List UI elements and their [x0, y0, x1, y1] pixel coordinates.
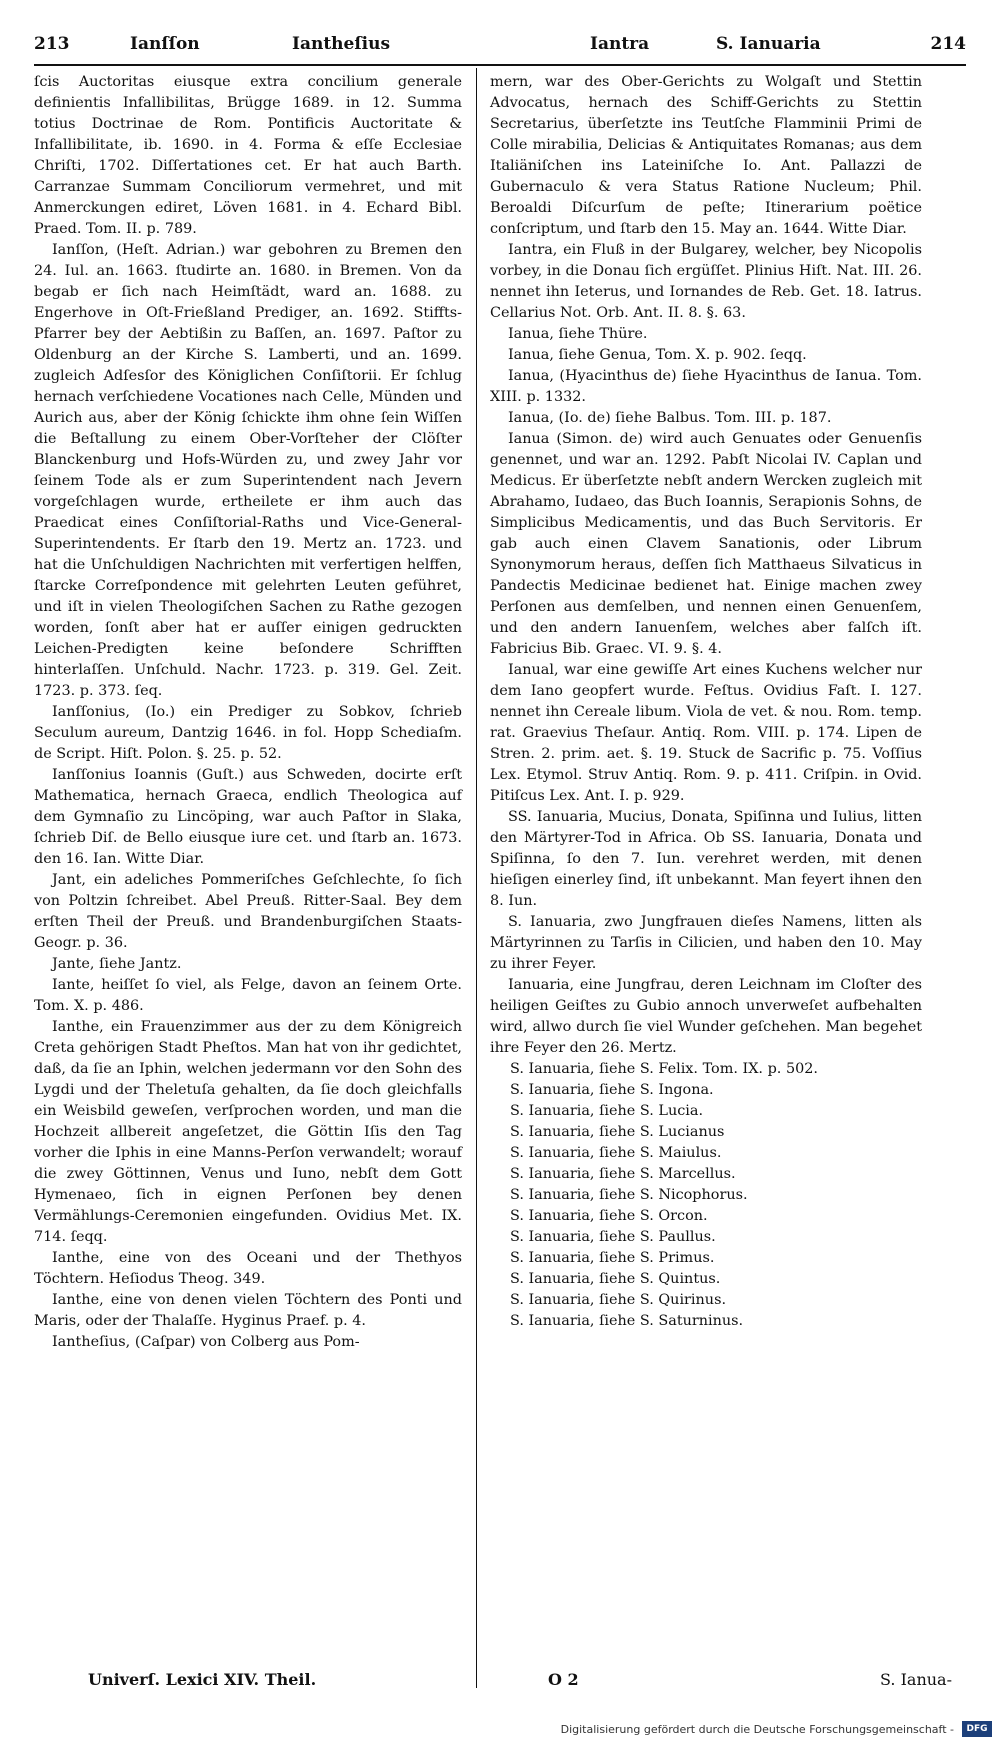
- signature-line: Univerſ. Lexici XIV. Theil.: [88, 1670, 317, 1689]
- entry-paragraph: Ianua, (Hyacinthus de) ſiehe Hyacinthus de Ianua. Tom. XIII. p. 1332.: [490, 368, 922, 405]
- cross-reference-item: S. Ianuaria, ſiehe S. Ingona.: [510, 1082, 714, 1098]
- catchword: S. Ianua-: [880, 1670, 952, 1689]
- right-column: [490, 72, 922, 1332]
- entry-paragraph: Ianua, (Io. de) ſiehe Balbus. Tom. III. p. 187.: [508, 410, 832, 426]
- dfg-logo-icon: DFG: [962, 1721, 992, 1737]
- header-rule: [34, 64, 966, 66]
- entry-paragraph: mern, war des Ober-Gerichts zu Wolgaſt und Stettin Advocatus, hernach des Schiff-Gerichts zu Stettin Secretarius, überſetzte ins Teutſche Flamminii Primi de Colle mirabilia, Delicias & Antiquitates Romanas; aus dem Italiäniſchen ins Lateiniſche Io. Ant. Pallazzi de Gubernaculo & vera Status Ratione Nucleum; Phil. Beroaldi Diſcurſum de peſte; Itinerarium poëtice conſcriptum, und ſtarb den 15. May an. 1644. Witte Diar.: [490, 74, 922, 237]
- cross-reference-item: S. Ianuaria, ſiehe S. Nicophorus.: [510, 1187, 748, 1203]
- header-keyword-3: Iantra: [590, 34, 650, 54]
- credit-text: Digitalisierung gefördert durch die Deutsche Forschungsgemeinschaft -: [560, 1722, 954, 1736]
- entry-paragraph: Ianſſonius Ioannis (Guſt.) aus Schweden, docirte erſt Mathematica, hernach Graeca, endlich Theologica auf dem Gymnaſio zu Lincöping, war auch Paſtor in Slaka, ſchrieb Diſ. de Bello eiusque iure cet. und ſtarb an. 1673. den 16. Ian. Witte Diar.: [34, 767, 462, 867]
- cross-reference-item: S. Ianuaria, ſiehe S. Orcon.: [510, 1208, 708, 1224]
- entry-paragraph: Ianual, war eine gewiſſe Art eines Kuchens welcher nur dem Iano geopfert wurde. Feſtus. Ovidius Faſt. I. 127. nennet ihn Cereale libum. Viola de vet. & nou. Rom. temp. rat. Graevius Theſaur. Antiq. Rom. VIII. p. 174. Lipen de Stren. 2. prim. aet. §. 19. Stuck de Sacrific p. 75. Voſſius Lex. Etymol. Struv Antiq. Rom. 9. p. 411. Criſpin. in Ovid. Pitiſcus Lex. Ant. I. p. 929.: [490, 662, 922, 804]
- entry-paragraph: Iantra, ein Fluß in der Bulgarey, welcher, bey Nicopolis vorbey, in die Donau ſich ergüſſet. Plinius Hiſt. Nat. III. 26. nennet ihn Ieterus, und Iornandes de Reb. Get. 18. Iatrus. Cellarius Not. Orb. Ant. II. 8. §. 63.: [490, 242, 922, 321]
- digitization-credit: [561, 1718, 992, 1740]
- entry-paragraph: Ianthe, eine von des Oceani und der Thethyos Töchtern. Heſiodus Theog. 349.: [34, 1250, 462, 1287]
- cross-reference-item: S. Ianuaria, ſiehe S. Saturninus.: [510, 1313, 744, 1329]
- header-keyword-4: S. Ianuaria: [716, 34, 821, 54]
- entry-paragraph: Iantheſius, (Caſpar) von Colberg aus Pom-: [52, 1334, 360, 1350]
- header-keyword-2: Iantheſius: [292, 34, 391, 54]
- entry-paragraph: Iante, heiſſet ſo viel, als Felge, davon an ſeinem Orte. Tom. X. p. 486.: [34, 977, 462, 1014]
- sheet-mark: O 2: [548, 1670, 579, 1689]
- entry-paragraph: SS. Ianuaria, Mucius, Donata, Spiſinna und Iulius, litten den Märtyrer-Tod in Africa. Ob SS. Ianuaria, Donata und Spiſinna, ſo den 7. Iun. verehret werden, mit denen hieſigen einerley ſind, iſt unbekannt. Man feyert ihnen den 8. Iun.: [490, 809, 922, 909]
- entry-paragraph: S. Ianuaria, zwo Jungfrauen dieſes Namens, litten als Märtyrinnen zu Tarſis in Cilicien, und haben den 10. May zu ihrer Feyer.: [490, 914, 922, 972]
- cross-reference-item: S. Ianuaria, ſiehe S. Quirinus.: [510, 1292, 727, 1308]
- cross-reference-item: S. Ianuaria, ſiehe S. Maiulus.: [510, 1145, 722, 1161]
- entry-paragraph: Jante, ſiehe Jantz.: [52, 956, 182, 972]
- entry-paragraph: Jant, ein adeliches Pommeriſches Geſchlechte, ſo ſich von Poltzin ſchreibet. Abel Preuß. Ritter-Saal. Bey dem erſten Theil der Preuß. und Brandenburgiſchen Staats-Geogr. p. 36.: [34, 872, 462, 951]
- entry-paragraph: Ianua, ſiehe Thüre.: [508, 326, 648, 342]
- left-column: [34, 72, 462, 1353]
- entry-paragraph: Ianthe, ein Frauenzimmer aus der zu dem Königreich Creta gehörigen Stadt Pheſtos. Man hat von ihr gedichtet, daß, da ſie an Iphin, welchen jedermann vor den Sohn des Lygdi und der Theletuſa gehalten, da ſie doch gleichfalls ein Weisbild geweſen, verſprochen worden, und man die Hochzeit allbereit angeſetzet, die Göttin Iſis den Tag vorher die Iphis in eine Manns-Perſon verwandelt; worauf die zwey Göttinnen, Venus und Iuno, nebſt dem Gott Hymenaeo, ſich in eignen Perſonen bey denen Vermählungs-Ceremonien eingefunden. Ovidius Met. IX. 714. ſeqq.: [34, 1019, 462, 1245]
- entry-paragraph: ſcis Auctoritas eiusque extra concilium generale definientis Infallibilitas, Brügge 1689. in 12. Summa totius Doctrinae de Rom. Pontificis Auctoritate & Infallibilitate, ib. 1690. in 4. Forma & eſſe Ecclesiae Chriſti, 1702. Diſſertationes cet. Er hat auch Barth. Carranzae Summam Conciliorum vermehret, und mit Anmerckungen ediret, Löven 1681. in 4. Echard Bibl. Praed. Tom. II. p. 789.: [34, 74, 462, 237]
- page-footer: [34, 1670, 966, 1698]
- page-number-right: 214: [930, 34, 966, 54]
- cross-reference-item: S. Ianuaria, ſiehe S. Lucia.: [510, 1103, 704, 1119]
- entry-paragraph: Ianuaria, eine Jungfrau, deren Leichnam im Cloſter des heiligen Geiſtes zu Gubio annoch unverweſet aufbehalten wird, allwo durch ſie viel Wunder geſchehen. Man begehet ihre Feyer den 26. Mertz.: [490, 977, 922, 1056]
- cross-reference-item: S. Ianuaria, ſiehe S. Marcellus.: [510, 1166, 736, 1182]
- entry-paragraph: Ianſſonius, (Io.) ein Prediger zu Sobkov, ſchrieb Seculum aureum, Dantzig 1646. in fol. Hopp Schediaſm. de Script. Hiſt. Polon. §. 25. p. 52.: [34, 704, 462, 762]
- cross-reference-item: S. Ianuaria, ſiehe S. Quintus.: [510, 1271, 721, 1287]
- column-separator: [476, 68, 477, 1688]
- header-keyword-1: Ianſſon: [130, 34, 200, 54]
- cross-reference-item: S. Ianuaria, ſiehe S. Lucianus: [510, 1124, 725, 1140]
- entry-paragraph: Ianthe, eine von denen vielen Töchtern des Ponti und Maris, oder der Thalaſſe. Hyginus Praef. p. 4.: [34, 1292, 462, 1329]
- page-number-left: 213: [34, 34, 70, 54]
- entry-paragraph: Ianſſon, (Heſt. Adrian.) war gebohren zu Bremen den 24. Iul. an. 1663. ſtudirte an. 1680. in Bremen. Von da begab er ſich nach Heimſtädt, ward an. 1688. zu Engerhove in Oſt-Frießland Prediger, an. 1692. Stiffts-Pfarrer bey der Aebtißin zu Baſſen, an. 1697. Paſtor zu Oldenburg an der Kirche S. Lamberti, und an. 1699. zugleich Adſesſor des Königlichen Conſiſtorii. Er ſchlug hernach verſchiedene Vocationes nach Celle, Münden und Aurich aus, aber der König ſchickte ihm ohne ſein Wiſſen die Beſtallung zu einem Ober-Vorſteher der Clöſter Blanckenburg und Hofs-Würden zu, und zwey Jahr vor ſeinem Tode als er zum Superintendent nach Jevern vorgeſchlagen wurde, ertheilete er ihm auch das Praedicat eines Conſiſtorial-Raths und Vice-General-Superintendents. Er ſtarb den 19. Mertz an. 1723. und hat die Unſchuldigen Nachrichten mit verfertigen helffen, ſtarcke Correſpondence mit gelehrten Leuten geführet, und iſt in vielen Theologiſchen Sachen zu Rathe gezogen worden, ſonſt aber hat er auſſer einigen gedruckten Leichen-Predigten keine beſondere Schrifften hinterlaſſen. Unſchuld. Nachr. 1723. p. 319. Gel. Zeit. 1723. p. 373. ſeq.: [34, 242, 462, 699]
- cross-reference-item: S. Ianuaria, ſiehe S. Paullus.: [510, 1229, 716, 1245]
- entry-paragraph: Ianua (Simon. de) wird auch Genuates oder Genuenſis genennet, und war an. 1292. Pabſt Nicolai IV. Caplan und Medicus. Er überſetzte nebſt andern Wercken zugleich mit Abrahamo, Iudaeo, das Buch Ioannis, Serapionis Sohns, de Simplicibus Medicamentis, und das Buch Servitoris. Er gab auch einen Clavem Sanationis, oder Librum Synonymorum heraus, deſſen ſich Matthaeus Silvaticus in Pandectis Medicinae bedienet hat. Einige machen zwey Perſonen aus demſelben, und nennen einen Genuenſem, und den andern Ianuenſem, welches aber falſch iſt. Fabricius Bib. Graec. VI. 9. §. 4.: [490, 431, 922, 657]
- entry-paragraph: Ianua, ſiehe Genua, Tom. X. p. 902. ſeqq.: [508, 347, 807, 363]
- cross-reference-item: S. Ianuaria, ſiehe S. Felix. Tom. IX. p. 502.: [510, 1061, 818, 1077]
- page-header: [34, 30, 966, 64]
- cross-reference-item: S. Ianuaria, ſiehe S. Primus.: [510, 1250, 715, 1266]
